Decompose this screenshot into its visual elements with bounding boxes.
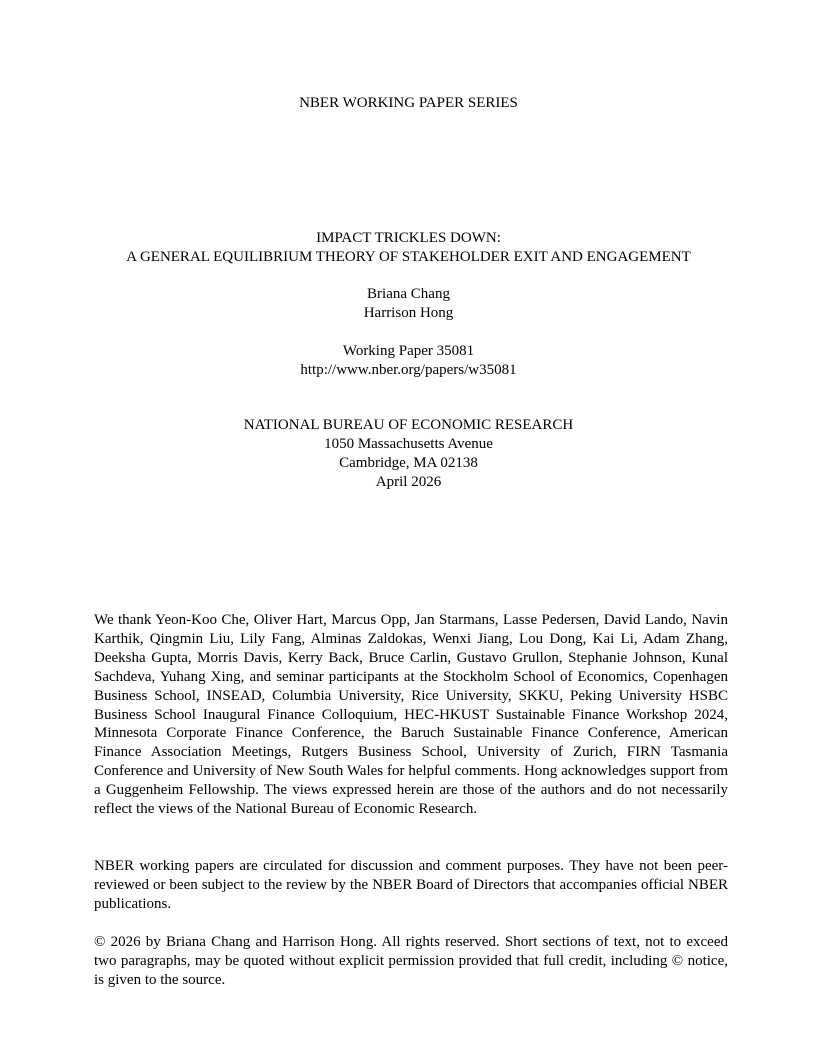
working-paper-number: Working Paper 35081 xyxy=(342,343,475,359)
institution-block xyxy=(0,416,817,492)
author-name: Briana Chang xyxy=(367,286,450,302)
publication-date: April 2026 xyxy=(375,474,442,490)
title-line-1: IMPACT TRICKLES DOWN: xyxy=(316,230,501,246)
paper-title xyxy=(0,229,817,267)
disclaimer-paragraph: NBER working papers are circulated for discussion and comment purposes. They have not been peer-reviewed or been subject to the review by the NBER Board of Directors that accompanies official NBER publications. xyxy=(94,858,728,912)
author-list xyxy=(0,285,817,323)
author-name: Harrison Hong xyxy=(363,305,454,321)
working-paper-url[interactable]: http://www.nber.org/papers/w35081 xyxy=(300,362,517,378)
institution-address-street: 1050 Massachusetts Avenue xyxy=(324,436,493,452)
series-heading: NBER WORKING PAPER SERIES xyxy=(299,95,518,111)
institution-address-city: Cambridge, MA 02138 xyxy=(339,455,478,471)
working-paper-info xyxy=(0,342,817,380)
acknowledgments-paragraph: We thank Yeon-Koo Che, Oliver Hart, Marcus Opp, Jan Starmans, Lasse Pedersen, David Lando, Navin Karthik, Qingmin Liu, Lily Fang, Alminas Zaldokas, Wenxi Jiang, Lou Dong, Kai Li, Adam Zhang, Deeksha Gupta, Morris Davis, Kerry Back, Bruce Carlin, Gustavo Grullon, Stephanie Johnson, Kunal Sachdeva, Yuhang Xing, and seminar participants at the Stockholm School of Economics, Copenhagen Business School, INSEAD, Columbia University, Rice University, SKKU, Peking University HSBC Business School Inaugural Finance Colloquium, HEC-HKUST Sustainable Finance Workshop 2024, Minnesota Corporate Finance Conference, the Baruch Sustainable Finance Conference, American Finance Association Meetings, Rutgers Business School, University of Zurich, FIRN Tasmania Conference and University of New South Wales for helpful comments. Hong acknowledges support from a Guggenheim Fellowship. The views expressed herein are those of the authors and do not necessarily reflect the views of the National Bureau of Economic Research. xyxy=(94,612,728,818)
copyright-paragraph: © 2026 by Briana Chang and Harrison Hong. All rights reserved. Short sections of text, not to exceed two paragraphs, may be quoted without explicit permission provided that full credit, including © notice, is given to the source. xyxy=(94,934,728,988)
institution-name: NATIONAL BUREAU OF ECONOMIC RESEARCH xyxy=(243,417,574,433)
title-line-2: A GENERAL EQUILIBRIUM THEORY OF STAKEHOLDER EXIT AND ENGAGEMENT xyxy=(126,249,691,265)
